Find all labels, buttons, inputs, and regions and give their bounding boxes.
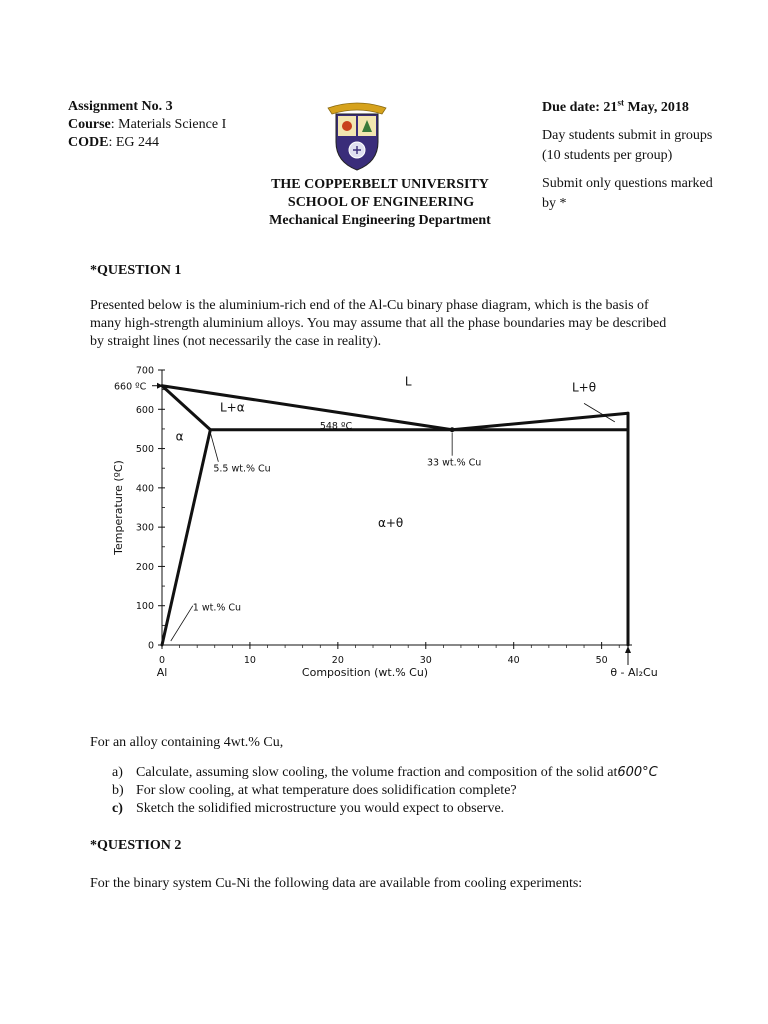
submit-note: Submit only questions marked by * [542,176,713,211]
x-tick-label: 10 [243,655,256,666]
x-tick-label: 40 [507,655,520,666]
solubility-limit-label: 1 wt.% Cu [192,602,242,614]
question-1-heading: *QUESTION 1 [90,263,182,278]
eutectic-composition-label: 33 wt.% Cu [426,457,482,469]
y-tick-label: 400 [135,483,154,495]
y-tick-label: 600 [135,404,154,416]
solvus-composition-label: 5.5 wt.% Cu [213,463,271,475]
list-item: a) Calculate, assuming slow cooling, the volume fraction and composition of the solid at 600°C [112,765,658,780]
x-axis-label: Composition (wt.% Cu) [301,666,429,679]
eutectic-point [450,427,455,432]
y-tick-label: 0 [147,640,154,652]
y-tick-label: 700 [135,365,154,377]
eutectic-temperature-label: 548 ºC [319,420,353,432]
alloy-statement: For an alloy containing 4wt.% Cu, [90,735,284,750]
question-1-intro: Presented below is the aluminium-rich end of the Al-Cu binary phase diagram, which is the basis of many high-strength aluminium alloys. You may assume that all the phase boundaries may be described by straight lines (not necessarily the case in reality). [90,298,667,349]
list-item: c) Sketch the solidified microstructure you would expect to observe. [112,801,505,816]
university-crest-icon [324,100,390,172]
submission-info [542,98,742,222]
list-item: b) For slow cooling, at what temperature does solidification complete? [112,783,517,798]
y-tick-label: 200 [135,561,154,573]
question-2-intro: For the binary system Cu-Ni the following data are available from cooling experiments: [90,876,583,891]
melting-point-label: 660 ºC [114,381,147,393]
region-label: L [404,374,412,389]
assignment-info [68,98,226,152]
school-name: SCHOOL OF ENGINEERING [287,195,475,210]
y-tick-label: 300 [135,522,154,534]
question-1-parts [112,764,658,818]
y-axis-label: Temperature (ºC) [112,460,125,555]
code-line: CODE: EG 244 [68,135,160,150]
course-line: Course: Materials Science I [68,117,227,132]
x-axis-left-label: Al [156,666,168,679]
x-tick-label: 50 [595,655,608,666]
x-axis-right-label: θ - Al₂Cu [610,666,658,679]
group-note: Day students submit in groups (10 students per group) [542,128,713,163]
y-tick-label: 100 [135,601,154,613]
department-name: Mechanical Engineering Department [269,213,491,228]
x-tick-label: 0 [158,655,166,666]
phase-diagram-chart [92,360,658,700]
region-label: L+α [220,400,245,415]
x-tick-label: 20 [331,655,344,666]
chart-background [92,360,652,700]
region-label: α+θ [377,516,404,531]
university-name: THE COPPERBELT UNIVERSITY [271,177,489,192]
university-heading [200,176,560,230]
assignment-number: Assignment No. 3 [68,99,173,114]
x-tick-label: 30 [419,655,432,666]
region-label: α [175,429,184,444]
due-date: Due date: 21st May, 2018 [542,97,689,115]
y-tick-label: 500 [135,444,154,456]
question-2-heading: *QUESTION 2 [90,838,182,853]
region-label: L+θ [571,380,597,395]
